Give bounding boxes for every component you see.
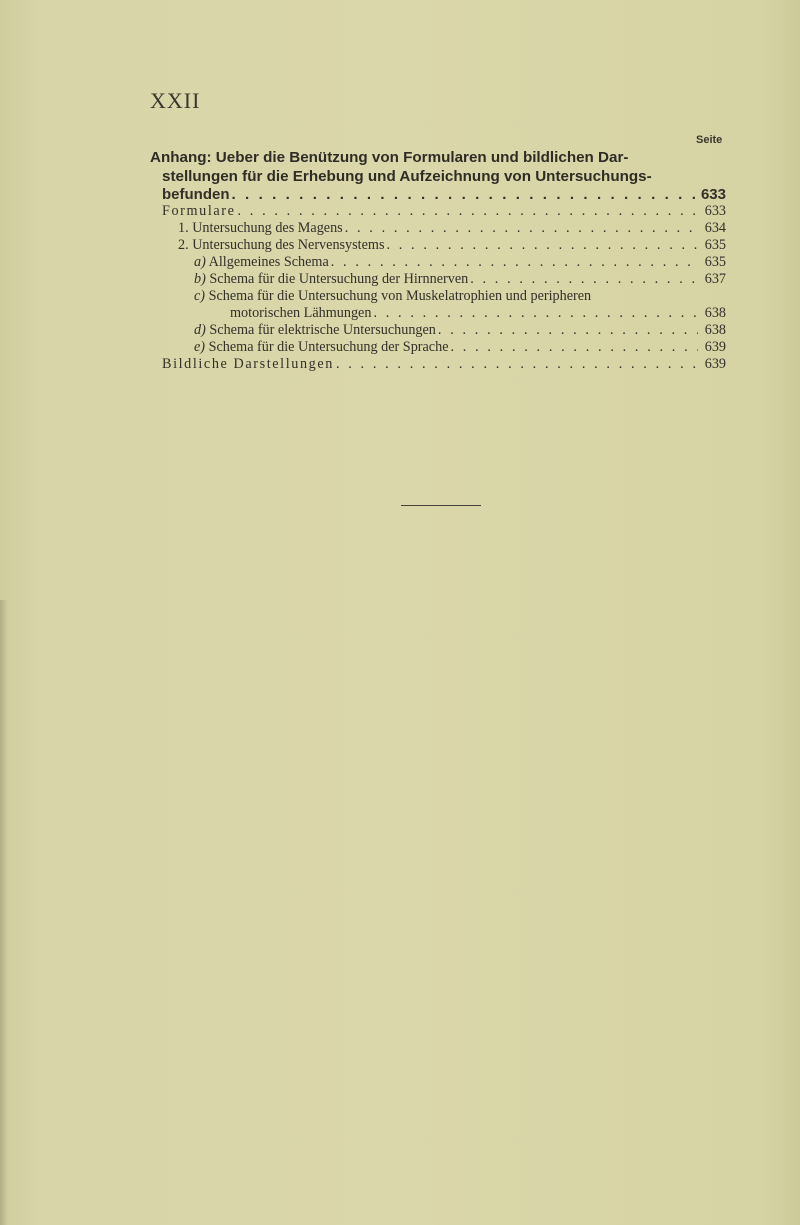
leader-dots	[436, 322, 698, 339]
toc-entry-label: Formulare	[162, 203, 236, 219]
page-spine-shadow	[0, 600, 8, 1225]
toc-entry-letter: a)	[194, 254, 206, 270]
toc-entry-bildliche-darstellungen	[150, 356, 726, 373]
leader-dots	[236, 203, 699, 220]
toc-entry-label: Bildliche Darstellungen	[162, 356, 334, 372]
toc-entry-label: motorischen Lähmungen	[230, 305, 372, 321]
toc-entry-page: 634	[704, 220, 726, 236]
toc-entry-page: 633	[704, 203, 726, 219]
toc-entry-label: 1. Untersuchung des Magens	[178, 220, 343, 236]
toc-entry-letter: b)	[194, 271, 206, 287]
leader-dots	[384, 237, 698, 254]
leader-dots	[468, 271, 698, 288]
toc-entry-sprache	[150, 339, 726, 356]
toc-entry-page: 638	[704, 305, 726, 321]
toc-entry-label	[194, 322, 436, 339]
toc-entry-text: Schema für die Untersuchung der Sprache	[208, 339, 449, 355]
anhang-heading	[150, 148, 726, 186]
page-number: XXII	[150, 88, 201, 113]
toc-entry-page: 639	[704, 356, 726, 372]
leader-dots	[230, 186, 699, 203]
toc-entry-label: 2. Untersuchung des Nervensystems	[178, 237, 385, 253]
toc-entry-label: befunden	[162, 186, 230, 203]
toc-entry-hirnnerven	[150, 271, 726, 288]
leader-dots	[343, 220, 698, 237]
toc-entry-muskelatrophien	[150, 288, 726, 305]
toc-entry-label	[194, 254, 329, 271]
toc-entry-text: Schema für die Untersuchung von Muskelatrophien und peripheren	[208, 288, 592, 304]
seite-column-label: Seite	[696, 134, 723, 146]
toc-entry-page: 635	[704, 254, 726, 270]
toc-entry-allgemeines-schema	[150, 254, 726, 271]
toc-entry-letter: c)	[194, 288, 206, 304]
leader-dots	[329, 254, 698, 271]
toc-entry-label	[194, 339, 449, 356]
anhang-heading-line-1: Anhang: Ueber die Benützung von Formularen und bildlichen Dar-	[150, 149, 629, 166]
anhang-heading-line-2: stellungen für die Erhebung und Aufzeichnung von Untersuchungs-	[162, 168, 652, 185]
toc-entry-elektrische	[150, 322, 726, 339]
toc-entry-magen	[150, 220, 726, 237]
toc-entry-text: Allgemeines Schema	[208, 254, 329, 270]
toc-entry-formulare	[150, 203, 726, 220]
leader-dots	[334, 356, 698, 373]
table-of-contents	[150, 148, 726, 373]
toc-entry-letter: d)	[194, 322, 206, 338]
toc-entry-nervensystem	[150, 237, 726, 254]
leader-dots	[449, 339, 699, 356]
toc-entry-page: 637	[704, 271, 726, 287]
toc-entry-page: 635	[704, 237, 726, 253]
toc-entry-page: 639	[704, 339, 726, 355]
toc-entry-text: Schema für elektrische Untersuchungen	[209, 322, 436, 338]
toc-entry-muskelatrophien-continued	[150, 305, 726, 322]
toc-entry-page: 633	[700, 186, 726, 203]
toc-entry-letter: e)	[194, 339, 206, 355]
toc-entry-page: 638	[704, 322, 726, 338]
end-rule-divider	[401, 505, 481, 506]
toc-entry-text: Schema für die Untersuchung der Hirnnerven	[209, 271, 469, 287]
toc-entry-befunden	[150, 186, 726, 203]
toc-entry-label	[194, 271, 468, 288]
leader-dots	[371, 305, 698, 322]
